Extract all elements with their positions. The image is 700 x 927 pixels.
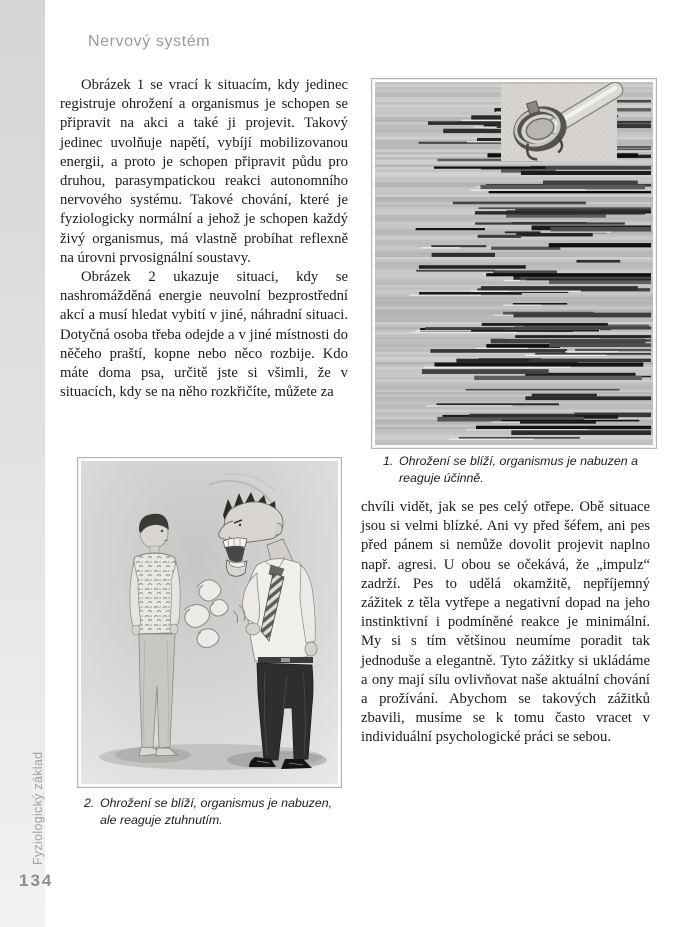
figure-2-caption-text: Ohrožení se blíží, organismus je nabuzen, ale reaguje ztuhnutím.: [100, 796, 333, 827]
figure-1-caption: [383, 453, 643, 486]
left-text-column: [60, 76, 348, 402]
paragraph-2: Obrázek 2 ukazuje situaci, kdy se nashromážděná energie neuvolní bezprostřední akcí a musí hledat vybití v jiné, náhradní situaci. Dotyčná osoba třeba odejde a v jiné místnosti do něčeho praští, kopne nebo něco rozbije. Kdo máte doma psa, určitě jste si všimli, že v situacích, kdy se na něho rozkřičíte, můžete za: [60, 269, 348, 401]
figure-1-glitched-image: [375, 82, 653, 445]
sidebar-section-label-text: Fyziologický základ: [31, 751, 45, 865]
right-text-column: [361, 498, 650, 748]
figure-1: [371, 78, 657, 449]
photo-patch: [501, 84, 617, 163]
sidebar-section-label: [29, 732, 48, 865]
figure-2: [77, 457, 342, 788]
figure-1-number: 1.: [383, 454, 394, 468]
paragraph-1: Obrázek 1 se vrací k situacím, kdy jedinec registruje ohrožení a organismus je schopen se připravit na akci a také ji projevit. Takový jedinec uvolňuje napětí, vybíjí mobilizovanou energii, a proto je schopen připravit půdu pro druhou, parasympatickou reakci autonomního nervového systému. Takové chování, které je fyziologicky normální a jehož je schopen každý živý organismus, má vlastně probíhat reflexně na úrovni prvosignální soustavy.: [60, 77, 348, 266]
figure-2-drawing: [81, 461, 338, 784]
figure-2-number: 2.: [84, 796, 95, 810]
paragraph-3: chvíli vidět, jak se pes celý otřepe. Obě situace jsou si velmi blízké. Ani vy před šéfem, ani pes před pánem si nemůže dovolit projevit naplno např. agresi. U obou se očekává, že „impulz“ zadrží. Pes to udělá okamžitě, nepříjemný zážitek z těla vytřepe a negativní dopad na jeho instinktivní i podmíněné reakce je minimální. My si s tím většinou neumíme poradit tak jednoduše a elegantně. Tyto zážitky si ukládáme a ony mají sílu ovlivňovat naše aktuální chování a prožívání. Abychom se takových zážitků zbavili, musíme se k tomu často vracet v individuální psychologické práci se sebou.: [361, 499, 650, 746]
page-number: 134: [19, 871, 54, 890]
chapter-header: Nervový systém: [88, 33, 211, 50]
figure-1-caption-text: Ohrožení se blíží, organismus je nabuzen a reaguje účinně.: [399, 454, 638, 485]
figure-2-caption: [84, 795, 338, 828]
